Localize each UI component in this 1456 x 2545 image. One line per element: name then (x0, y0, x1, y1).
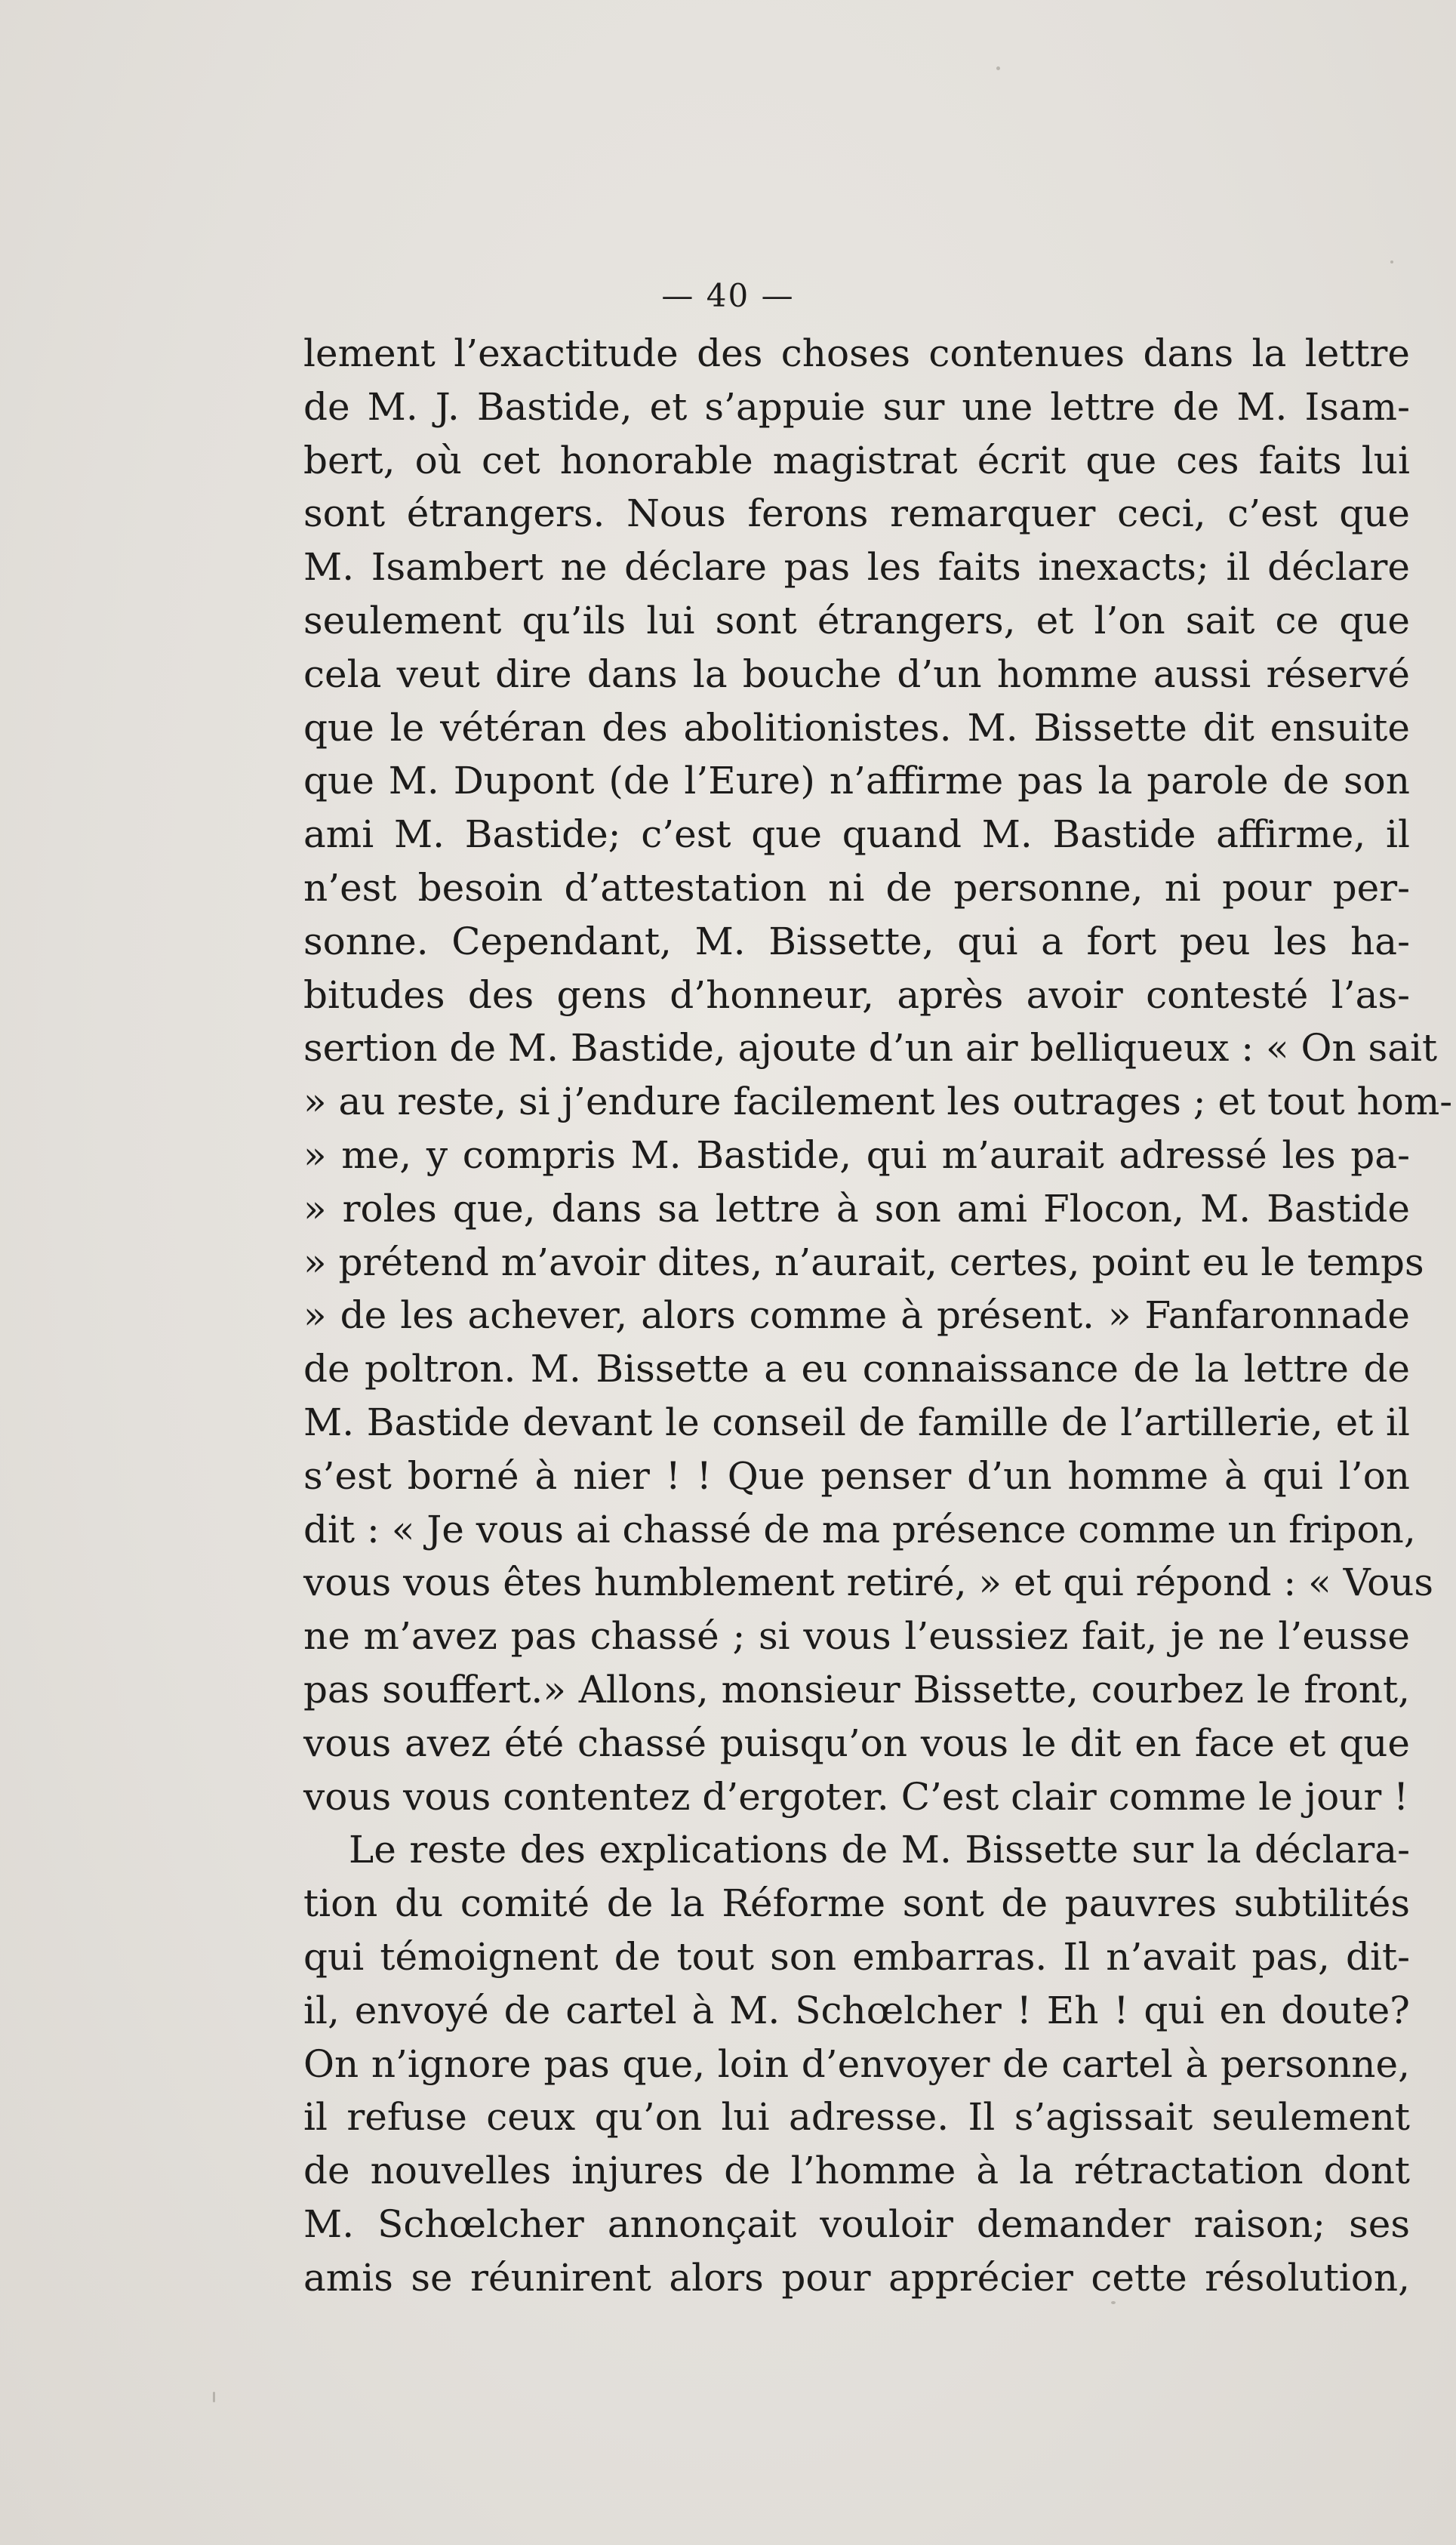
text-line: s’est borné à nier ! ! Que penser d’un homme à qui l’on (303, 1453, 1410, 1498)
text-line: qui témoignent de tout son embarras. Il n’avait pas, dit- (303, 1934, 1410, 1979)
paper-speck (213, 2392, 215, 2402)
text-line: de M. J. Bastide, et s’appuie sur une lettre de M. Isam- (303, 384, 1410, 429)
text-line: que le vétéran des abolitionistes. M. Bissette dit ensuite (303, 705, 1410, 750)
body-text (303, 327, 1453, 2304)
text-line: bitudes des gens d’honneur, après avoir contesté l’as- (303, 972, 1410, 1017)
text-line: » roles que, dans sa lettre à son ami Flocon, M. Bastide (303, 1186, 1410, 1231)
text-line: de nouvelles injures de l’homme à la rétractation dont (303, 2149, 1410, 2193)
paper-speck (1390, 260, 1393, 263)
text-line: lement l’exactitude des choses contenues dans la lettre (303, 331, 1410, 375)
text-line: il refuse ceux qu’on lui adresse. Il s’agissait seulement (303, 2095, 1410, 2140)
text-line: » au reste, si j’endure facilement les outrages ; et tout hom- (303, 1080, 1453, 1124)
text-line: de poltron. M. Bissette a eu connaissance de la lettre de (303, 1347, 1410, 1391)
text-line: sonne. Cependant, M. Bissette, qui a fort peu les ha- (303, 919, 1410, 963)
text-line: n’est besoin d’attestation ni de personne, ni pour per- (303, 865, 1410, 910)
text-line: » prétend m’avoir dites, n’aurait, certes, point eu le temps (303, 1240, 1424, 1284)
text-line: sertion de M. Bastide, ajoute d’un air belliqueux : « On sait (303, 1026, 1438, 1071)
text-line: cela veut dire dans la bouche d’un homme aussi réservé (303, 652, 1410, 696)
text-line: sont étrangers. Nous ferons remarquer ceci, c’est que (303, 491, 1410, 536)
text-line: ne m’avez pas chassé ; si vous l’eussiez fait, je ne l’eusse (303, 1614, 1410, 1659)
text-line: » de les achever, alors comme à présent. » Fanfaronnade (303, 1293, 1410, 1338)
text-line: bert, où cet honorable magistrat écrit que ces faits lui (303, 438, 1410, 482)
text-line: pas souffert.» Allons, monsieur Bissette, courbez le front, (303, 1667, 1410, 1712)
text-line: dit : « Je vous ai chassé de ma présence comme un fripon, (303, 1507, 1416, 1551)
text-line: ami M. Bastide; c’est que quand M. Bastide affirme, il (303, 812, 1410, 857)
text-line: tion du comité de la Réforme sont de pauvres subtilités (303, 1881, 1410, 1926)
paper-speck (996, 66, 1000, 70)
text-line: » me, y compris M. Bastide, qui m’aurait adressé les pa- (303, 1132, 1410, 1177)
text-line: que M. Dupont (de l’Eure) n’affirme pas la parole de son (303, 759, 1410, 803)
text-line: amis se réunirent alors pour apprécier cette résolution, (303, 2255, 1410, 2300)
text-line: il, envoyé de cartel à M. Schœlcher ! Eh ! qui en doute? (303, 1988, 1410, 2032)
text-line: On n’ignore pas que, loin d’envoyer de cartel à personne, (303, 2041, 1410, 2086)
text-line: M. Isambert ne déclare pas les faits inexacts; il déclare (303, 545, 1410, 590)
text-line: M. Schœlcher annonçait vouloir demander raison; ses (303, 2201, 1410, 2246)
text-line: vous vous êtes humblement retiré, » et qui répond : « Vous (303, 1561, 1434, 1605)
page-number: — 40 — (661, 277, 795, 314)
text-line: Le reste des explications de M. Bissette sur la déclara- (349, 1828, 1410, 1872)
text-line: vous vous contentez d’ergoter. C’est clair comme le jour ! (303, 1774, 1409, 1819)
text-line: M. Bastide devant le conseil de famille de l’artillerie, et il (303, 1400, 1410, 1444)
text-line: seulement qu’ils lui sont étrangers, et l’on sait ce que (303, 598, 1410, 642)
text-line: vous avez été chassé puisqu’on vous le dit en face et que (303, 1721, 1410, 1765)
